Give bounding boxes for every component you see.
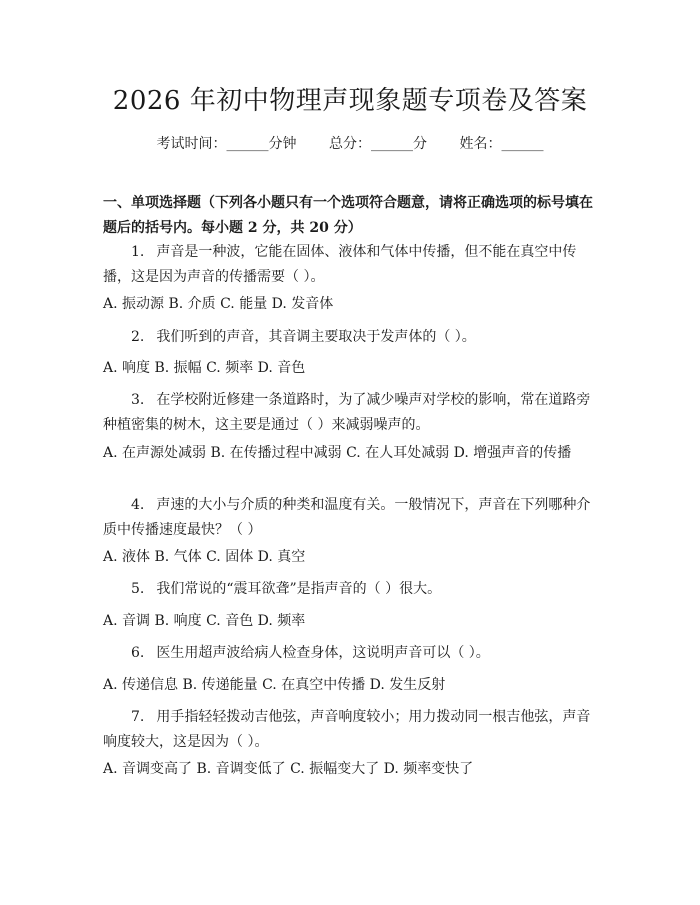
options-text: A. 液体 B. 气体 C. 固体 D. 真空 xyxy=(103,549,306,565)
options-text: A. 振动源 B. 介质 C. 能量 D. 发音体 xyxy=(103,296,334,312)
question-6-options xyxy=(103,673,603,698)
exam-meta xyxy=(0,133,700,153)
question-text: 我们听到的声音，其音调主要取决于发声体的（ ）。 xyxy=(156,329,476,345)
question-number: 1. xyxy=(131,244,145,260)
options-text: A. 传递信息 B. 传递能量 C. 在真空中传播 D. 发生反射 xyxy=(103,677,446,693)
question-text: 我们常说的“震耳欲聋”是指声音的（ ）很大。 xyxy=(156,581,442,597)
question-4 xyxy=(103,493,603,543)
question-number: 2. xyxy=(131,329,145,345)
options-text: A. 响度 B. 振幅 C. 频率 D. 音色 xyxy=(103,360,306,376)
question-3-options xyxy=(103,441,603,466)
question-2-options xyxy=(103,356,603,381)
question-1 xyxy=(103,240,603,290)
question-text: 医生用超声波给病人检查身体，这说明声音可以（ ）。 xyxy=(156,645,490,661)
question-text: 用手指轻轻拨动吉他弦，声音响度较小；用力拨动同一根吉他弦，声音响度较大，这是因为（ ）。 xyxy=(103,709,591,750)
question-5 xyxy=(103,577,603,602)
question-3 xyxy=(103,388,603,438)
exam-time-field: 考试时间：______分钟 xyxy=(156,136,297,152)
question-7-options xyxy=(103,757,603,782)
question-text: 声速的大小与介质的种类和温度有关。一般情况下，声音在下列哪种介质中传播速度最快？（ ） xyxy=(103,497,591,538)
question-number: 3. xyxy=(131,392,145,408)
question-text: 声音是一种波，它能在固体、液体和气体中传播，但不能在真空中传播，这是因为声音的传播需要（ ）。 xyxy=(103,244,577,285)
options-text: A. 音调 B. 响度 C. 音色 D. 频率 xyxy=(103,613,306,629)
question-7 xyxy=(103,705,603,755)
section-heading: 一、单项选择题（下列各小题只有一个选项符合题意，请将正确选项的标号填在题后的括号内。每小题 2 分，共 20 分） xyxy=(103,195,593,236)
question-number: 4. xyxy=(131,497,145,513)
question-number: 7. xyxy=(131,709,145,725)
options-text: A. 音调变高了 B. 音调变低了 C. 振幅变大了 D. 频率变快了 xyxy=(103,761,474,777)
question-number: 6. xyxy=(131,645,145,661)
question-1-options xyxy=(103,292,603,317)
question-4-options xyxy=(103,545,603,570)
question-5-options xyxy=(103,609,603,634)
question-2 xyxy=(103,325,603,350)
options-text: A. 在声源处减弱 B. 在传播过程中减弱 C. 在人耳处减弱 D. 增强声音的传播 xyxy=(103,445,572,461)
student-name-field: 姓名：______ xyxy=(459,136,544,152)
page-title: 2026 年初中物理声现象题专项卷及答案 xyxy=(112,86,588,116)
question-6 xyxy=(103,641,603,666)
total-score-field: 总分：______分 xyxy=(329,136,427,152)
question-text: 在学校附近修建一条道路时，为了减少噪声对学校的影响，常在道路旁种植密集的树木，这主要是通过（ ）来减弱噪声的。 xyxy=(103,392,591,433)
question-number: 5. xyxy=(131,581,145,597)
